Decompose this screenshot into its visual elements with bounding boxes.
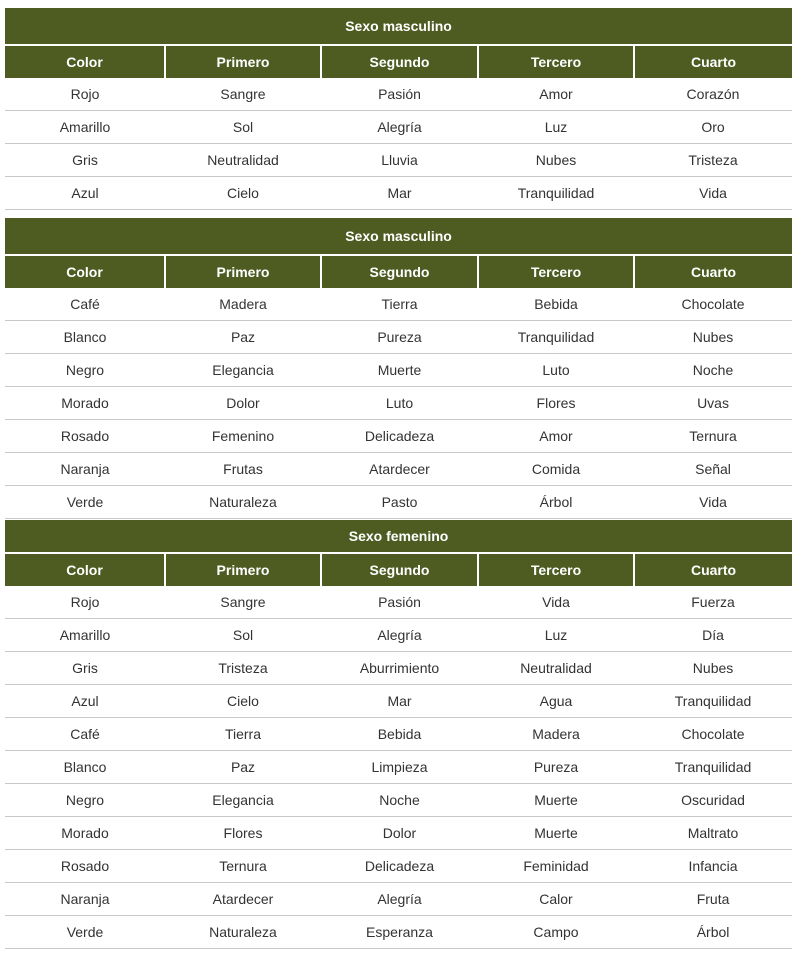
column-header: Segundo bbox=[321, 553, 478, 586]
color-name-cell: Azul bbox=[5, 685, 165, 718]
association-cell: Luz bbox=[478, 111, 634, 144]
association-cell: Fuerza bbox=[634, 586, 792, 619]
table-row bbox=[5, 619, 792, 652]
column-header: Tercero bbox=[478, 255, 634, 288]
association-cell: Pasto bbox=[321, 486, 478, 519]
association-cell: Infancia bbox=[634, 850, 792, 883]
association-cell: Uvas bbox=[634, 387, 792, 420]
association-cell: Ternura bbox=[165, 850, 321, 883]
association-cell: Árbol bbox=[634, 916, 792, 949]
association-cell: Muerte bbox=[321, 354, 478, 387]
association-cell: Dolor bbox=[165, 387, 321, 420]
color-name-cell: Gris bbox=[5, 144, 165, 177]
association-cell: Calor bbox=[478, 883, 634, 916]
association-cell: Vida bbox=[478, 586, 634, 619]
association-cell: Tranquilidad bbox=[478, 321, 634, 354]
association-cell: Elegancia bbox=[165, 354, 321, 387]
association-cell: Tranquilidad bbox=[478, 177, 634, 210]
color-association-table bbox=[5, 8, 792, 210]
association-cell: Alegría bbox=[321, 883, 478, 916]
association-cell: Limpieza bbox=[321, 751, 478, 784]
association-cell: Naturaleza bbox=[165, 486, 321, 519]
color-name-cell: Verde bbox=[5, 916, 165, 949]
association-cell: Vida bbox=[634, 177, 792, 210]
association-cell: Agua bbox=[478, 685, 634, 718]
association-cell: Madera bbox=[478, 718, 634, 751]
table-row bbox=[5, 586, 792, 619]
association-cell: Muerte bbox=[478, 817, 634, 850]
association-cell: Nubes bbox=[634, 321, 792, 354]
association-cell: Sol bbox=[165, 111, 321, 144]
association-cell: Tranquilidad bbox=[634, 685, 792, 718]
table-row bbox=[5, 685, 792, 718]
association-cell: Ternura bbox=[634, 420, 792, 453]
color-name-cell: Negro bbox=[5, 354, 165, 387]
association-cell: Cielo bbox=[165, 685, 321, 718]
association-cell: Aburrimiento bbox=[321, 652, 478, 685]
color-name-cell: Blanco bbox=[5, 751, 165, 784]
column-header: Cuarto bbox=[634, 45, 792, 78]
association-cell: Tranquilidad bbox=[634, 751, 792, 784]
association-cell: Frutas bbox=[165, 453, 321, 486]
color-association-table bbox=[5, 218, 792, 519]
association-cell: Flores bbox=[478, 387, 634, 420]
association-cell: Bebida bbox=[478, 288, 634, 321]
color-name-cell: Naranja bbox=[5, 883, 165, 916]
association-cell: Luto bbox=[321, 387, 478, 420]
table-title: Sexo masculino bbox=[5, 8, 792, 45]
color-name-cell: Café bbox=[5, 718, 165, 751]
association-cell: Día bbox=[634, 619, 792, 652]
table-title: Sexo masculino bbox=[5, 218, 792, 255]
association-cell: Sangre bbox=[165, 586, 321, 619]
table-row bbox=[5, 453, 792, 486]
association-cell: Chocolate bbox=[634, 288, 792, 321]
table-row bbox=[5, 321, 792, 354]
association-cell: Atardecer bbox=[165, 883, 321, 916]
association-cell: Alegría bbox=[321, 619, 478, 652]
color-name-cell: Amarillo bbox=[5, 619, 165, 652]
association-cell: Sangre bbox=[165, 78, 321, 111]
column-header: Cuarto bbox=[634, 255, 792, 288]
association-cell: Fruta bbox=[634, 883, 792, 916]
association-cell: Pureza bbox=[321, 321, 478, 354]
association-cell: Cielo bbox=[165, 177, 321, 210]
association-cell: Amor bbox=[478, 78, 634, 111]
table-row bbox=[5, 111, 792, 144]
color-name-cell: Negro bbox=[5, 784, 165, 817]
column-header: Primero bbox=[165, 255, 321, 288]
association-cell: Sol bbox=[165, 619, 321, 652]
color-name-cell: Naranja bbox=[5, 453, 165, 486]
table-row bbox=[5, 177, 792, 210]
association-cell: Tierra bbox=[321, 288, 478, 321]
column-header: Color bbox=[5, 45, 165, 78]
color-association-table bbox=[5, 520, 792, 949]
association-cell: Chocolate bbox=[634, 718, 792, 751]
table-row bbox=[5, 883, 792, 916]
table-row bbox=[5, 850, 792, 883]
column-header: Color bbox=[5, 255, 165, 288]
association-cell: Nubes bbox=[478, 144, 634, 177]
association-cell: Dolor bbox=[321, 817, 478, 850]
table-row bbox=[5, 784, 792, 817]
color-name-cell: Gris bbox=[5, 652, 165, 685]
association-cell: Lluvia bbox=[321, 144, 478, 177]
association-cell: Pureza bbox=[478, 751, 634, 784]
association-cell: Amor bbox=[478, 420, 634, 453]
table-row bbox=[5, 78, 792, 111]
association-cell: Árbol bbox=[478, 486, 634, 519]
table-row bbox=[5, 420, 792, 453]
association-cell: Paz bbox=[165, 321, 321, 354]
color-name-cell: Verde bbox=[5, 486, 165, 519]
association-cell: Esperanza bbox=[321, 916, 478, 949]
association-cell: Luz bbox=[478, 619, 634, 652]
association-cell: Alegría bbox=[321, 111, 478, 144]
association-cell: Maltrato bbox=[634, 817, 792, 850]
table-row bbox=[5, 916, 792, 949]
association-cell: Elegancia bbox=[165, 784, 321, 817]
association-cell: Tristeza bbox=[634, 144, 792, 177]
column-header: Tercero bbox=[478, 553, 634, 586]
color-name-cell: Morado bbox=[5, 817, 165, 850]
association-cell: Delicadeza bbox=[321, 420, 478, 453]
association-cell: Delicadeza bbox=[321, 850, 478, 883]
association-cell: Mar bbox=[321, 177, 478, 210]
association-cell: Bebida bbox=[321, 718, 478, 751]
table-title: Sexo femenino bbox=[5, 520, 792, 553]
color-name-cell: Rosado bbox=[5, 850, 165, 883]
column-header: Color bbox=[5, 553, 165, 586]
color-name-cell: Morado bbox=[5, 387, 165, 420]
association-cell: Pasión bbox=[321, 78, 478, 111]
association-cell: Madera bbox=[165, 288, 321, 321]
association-cell: Flores bbox=[165, 817, 321, 850]
table-row bbox=[5, 718, 792, 751]
column-header: Segundo bbox=[321, 255, 478, 288]
color-name-cell: Amarillo bbox=[5, 111, 165, 144]
table-row bbox=[5, 652, 792, 685]
table-row bbox=[5, 751, 792, 784]
association-cell: Neutralidad bbox=[478, 652, 634, 685]
association-cell: Noche bbox=[321, 784, 478, 817]
column-header: Primero bbox=[165, 553, 321, 586]
association-cell: Muerte bbox=[478, 784, 634, 817]
association-cell: Tierra bbox=[165, 718, 321, 751]
table-row bbox=[5, 817, 792, 850]
color-name-cell: Blanco bbox=[5, 321, 165, 354]
association-cell: Tristeza bbox=[165, 652, 321, 685]
association-cell: Naturaleza bbox=[165, 916, 321, 949]
association-cell: Oro bbox=[634, 111, 792, 144]
column-header: Cuarto bbox=[634, 553, 792, 586]
association-cell: Oscuridad bbox=[634, 784, 792, 817]
association-cell: Señal bbox=[634, 453, 792, 486]
table-row bbox=[5, 144, 792, 177]
association-cell: Noche bbox=[634, 354, 792, 387]
table-row bbox=[5, 387, 792, 420]
association-cell: Pasión bbox=[321, 586, 478, 619]
association-cell: Vida bbox=[634, 486, 792, 519]
column-header: Primero bbox=[165, 45, 321, 78]
table-row bbox=[5, 486, 792, 519]
table-row bbox=[5, 354, 792, 387]
column-header: Segundo bbox=[321, 45, 478, 78]
association-cell: Feminidad bbox=[478, 850, 634, 883]
association-cell: Nubes bbox=[634, 652, 792, 685]
table-row bbox=[5, 288, 792, 321]
color-name-cell: Azul bbox=[5, 177, 165, 210]
association-cell: Mar bbox=[321, 685, 478, 718]
column-header: Tercero bbox=[478, 45, 634, 78]
association-cell: Paz bbox=[165, 751, 321, 784]
color-name-cell: Rojo bbox=[5, 586, 165, 619]
association-cell: Luto bbox=[478, 354, 634, 387]
association-cell: Atardecer bbox=[321, 453, 478, 486]
association-cell: Comida bbox=[478, 453, 634, 486]
association-cell: Corazón bbox=[634, 78, 792, 111]
color-name-cell: Café bbox=[5, 288, 165, 321]
association-cell: Femenino bbox=[165, 420, 321, 453]
association-cell: Neutralidad bbox=[165, 144, 321, 177]
association-cell: Campo bbox=[478, 916, 634, 949]
color-name-cell: Rojo bbox=[5, 78, 165, 111]
color-name-cell: Rosado bbox=[5, 420, 165, 453]
